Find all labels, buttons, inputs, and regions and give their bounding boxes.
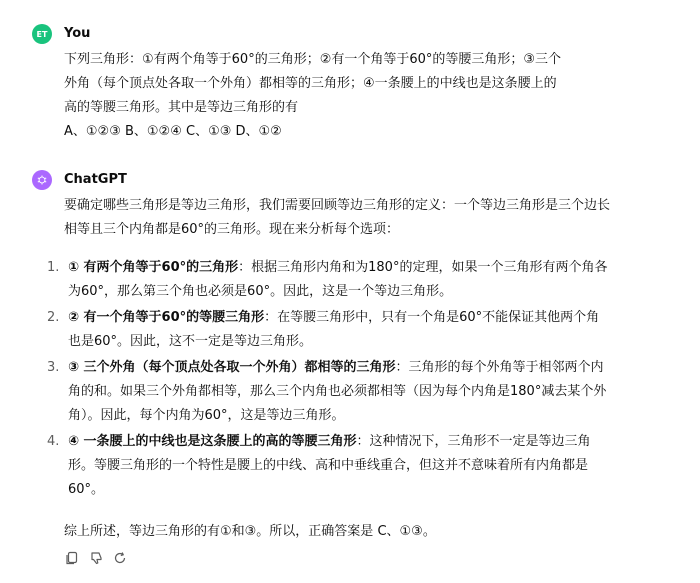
list-item-body: ：这种情况下，三角形不一定是等边三角形。等腰三角形的一个特性是腰上的中线、高和中垂线重合，但这并不意味着所有内角都是60°。: [68, 434, 591, 497]
list-item: [47, 306, 612, 354]
list-item-heading: ③ 三个外角（每个顶点处各取一个外角）都相等的三角形: [68, 360, 396, 375]
list-number: 3.: [47, 360, 60, 375]
list-number: 4.: [47, 434, 60, 449]
user-name: You: [64, 26, 91, 41]
regenerate-button[interactable]: [112, 550, 128, 566]
list-item-body: ：根据三角形内角和为180°的定理，如果一个三角形有两个角各为60°，那么第三个角也必须是60°。因此，这是一个等边三角形。: [68, 260, 608, 299]
analysis-list: [47, 256, 612, 502]
user-message-line: 外角（每个顶点处各取一个外角）都相等的三角形；④一条腰上的中线也是这条腰上的: [64, 76, 557, 91]
assistant-name: ChatGPT: [64, 172, 127, 187]
list-item-body: ：在等腰三角形中，只有一个角是60°不能保证其他两个角也是60°。因此，这不一定是等边三角形。: [68, 310, 600, 349]
user-avatar: ET: [32, 24, 52, 44]
user-message-line: 高的等腰三角形。其中是等边三角形的有: [64, 100, 299, 115]
assistant-intro: 要确定哪些三角形是等边三角形，我们需要回顾等边三角形的定义：一个等边三角形是三个边长相等且三个内角都是60°的三角形。现在来分析每个选项：: [64, 198, 611, 237]
list-item-heading: ① 有两个角等于60°的三角形: [68, 260, 239, 275]
thumbs-down-icon: [89, 551, 103, 565]
list-item-heading: ② 有一个角等于60°的等腰三角形: [68, 310, 265, 325]
list-item: [47, 256, 612, 304]
list-number: 1.: [47, 260, 60, 275]
list-item-body: ：三角形的每个外角等于相邻两个内角的和。如果三个外角都相等，那么三个内角也必须都相等（因为每个内角是180°减去某个外角）。因此，每个内角为60°，这是等边三角形。: [68, 360, 607, 423]
assistant-summary: 综上所述，等边三角形的有①和③。所以，正确答案是 C、①③。: [64, 524, 436, 539]
list-number: 2.: [47, 310, 60, 325]
copy-icon: [65, 551, 79, 565]
chatgpt-logo-icon: [32, 170, 52, 190]
list-item-heading: ④ 一条腰上的中线也是这条腰上的高的等腰三角形: [68, 434, 357, 449]
user-message-text: [64, 48, 612, 144]
assistant-message-text: [47, 194, 612, 544]
message-actions: [64, 550, 128, 566]
user-message-line: 下列三角形：①有两个角等于60°的三角形；②有一个角等于60°的等腰三角形；③三个: [64, 52, 562, 67]
user-message-line: A、①②③ B、①②④ C、①③ D、①②: [64, 124, 282, 139]
regenerate-icon: [113, 551, 127, 565]
list-item: [47, 430, 612, 502]
list-item: [47, 356, 612, 428]
copy-button[interactable]: [64, 550, 80, 566]
dislike-button[interactable]: [88, 550, 104, 566]
